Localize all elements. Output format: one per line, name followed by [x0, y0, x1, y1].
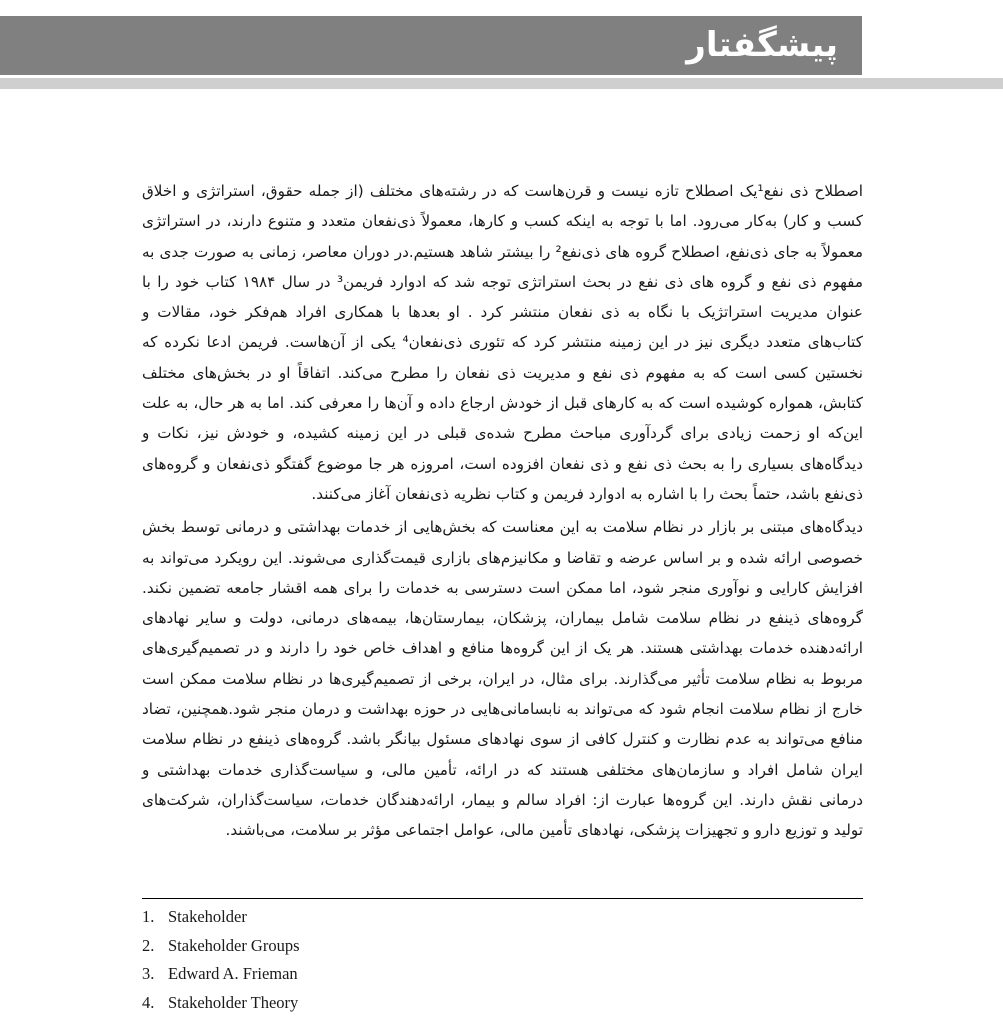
footnote-item — [142, 903, 863, 932]
paragraph: دیدگاه‌های مبتنی بر بازار در نظام سلامت به این معناست که بخش‌هایی از خدمات بهداشتی و درمانی توسط بخش خصوصی ارائه شده و بر اساس عرضه و تقاضا و مکانیزم‌های بازاری قیمت‌گذاری می‌شوند. این رویکرد می‌تواند به افزایش کارایی و نوآوری منجر شود، اما ممکن است دسترسی به خدمات را برای همه اقشار جامعه تضمین نکند. گروه‌های ذینفع در نظام سلامت شامل بیماران، پزشکان، بیمارستان‌ها، بیمه‌های درمانی، دولت و سایر نهادهای ارائه‌دهنده خدمات بهداشتی هستند. هر یک از این گروه‌ها منافع و اهداف خاص خود را دارند و در تصمیم‌گیری‌های مربوط به نظام سلامت تأثیر می‌گذارند. برای مثال، در ایران، برخی از تصمیم‌گیری‌ها در نظام سلامت ممکن است خارج از نظام سلامت انجام شود که می‌تواند به نابسامانی‌هایی در حوزه بهداشت و درمان منجر شود.همچنین، تضاد منافع می‌تواند به عدم نظارت و کنترل کافی از سوی نهادهای مسئول بیانگر باشد. گروه‌های ذینفع در نظام سلامت ایران شامل افراد و سازمان‌های مختلفی هستند که در ارائه، تأمین مالی، و سیاست‌گذاری خدمات بهداشتی و درمانی نقش دارند. این گروه‌ها عبارت از: افراد سالم و بیمار، ارائه‌دهندگان خدمات، سیاست‌گذاران، شرکت‌های تولید و توزیع دارو و تجهیزات پزشکی، نهادهای تأمین مالی، عوامل اجتماعی مؤثر بر سلامت، می‌باشند. — [142, 518, 863, 840]
footnote-number: 3. — [142, 964, 155, 984]
chapter-title: پیشگفتار — [686, 25, 838, 65]
footnote-text: Stakeholder — [168, 907, 247, 926]
chapter-header-band — [0, 16, 862, 75]
footnote-number: 4. — [142, 993, 155, 1013]
paragraph: اصطلاح ذی نفع¹یک اصطلاح تازه نیست و قرن‌هاست که در رشته‌های مختلف (از جمله حقوق، استراتژی و اخلاق کسب و کار) به‌کار می‌رود. اما با توجه به اینکه کسب و کارها، معمولاً ذی‌نفعان متعدد و متنوع دارند، در استراتژی معمولاً به جای ذی‌نفع، اصطلاح گروه های ذی‌نفع² را بیشتر شاهد هستیم.در دوران معاصر، زمانی به صورت جدی به مفهوم ذی نفع و گروه های ذی نفع در بحث استراتژی توجه شد که ادوارد فریمن³ در سال ۱۹۸۴ کتاب خود را با عنوان مدیریت استراتژیک با نگاه به ذی نفعان منتشر کرد . او بعدها با همکاری افراد هم‌فکر خود، مقالات و کتاب‌های متعدد دیگری نیز در این زمینه منتشر کرد که تئوری ذی‌نفعان⁴ یکی از آن‌هاست. فریمن ادعا نکرده که نخستین کسی است که به مفهوم ذی نفع و مدیریت ذی نفعان را مطرح می‌کند. اتفاقاً او در بخش‌های مختلف کتابش، همواره کوشیده است که به کارهای قبل از خودش ارجاع داده و آن‌ها را معرفی کند. اما به هر حال، به علت این‌که او زحمت زیادی برای گردآوری مباحث مطرح شده‌ی قبلی در این زمینه کشیده، و خودش نیز، نکات و دیدگاه‌های بسیاری را به بحث ذی نفع و ذی نفعان افزوده است، امروزه هر جا موضوع گفتگو ذی‌نفعان و گروه‌های ذی‌نفع باشد، حتماً بحث را با اشاره به ادوارد فریمن و کتاب نظریه ذی‌نفعان آغاز می‌کنند. — [142, 182, 864, 503]
footnote-list — [142, 903, 863, 1018]
footnote-item — [142, 960, 863, 989]
body-text — [142, 176, 863, 846]
footnote-number: 2. — [142, 935, 155, 955]
header-rule — [0, 78, 1003, 89]
footnote-item — [142, 989, 863, 1018]
footnote-text: Stakeholder Theory — [168, 993, 299, 1013]
footnote-text: Edward A. Frieman — [168, 964, 298, 984]
footnote-text: Stakeholder Groups — [168, 935, 300, 955]
footnote-number: 1. — [142, 907, 155, 926]
footnote-item — [142, 932, 863, 961]
footnote-divider — [142, 898, 863, 899]
